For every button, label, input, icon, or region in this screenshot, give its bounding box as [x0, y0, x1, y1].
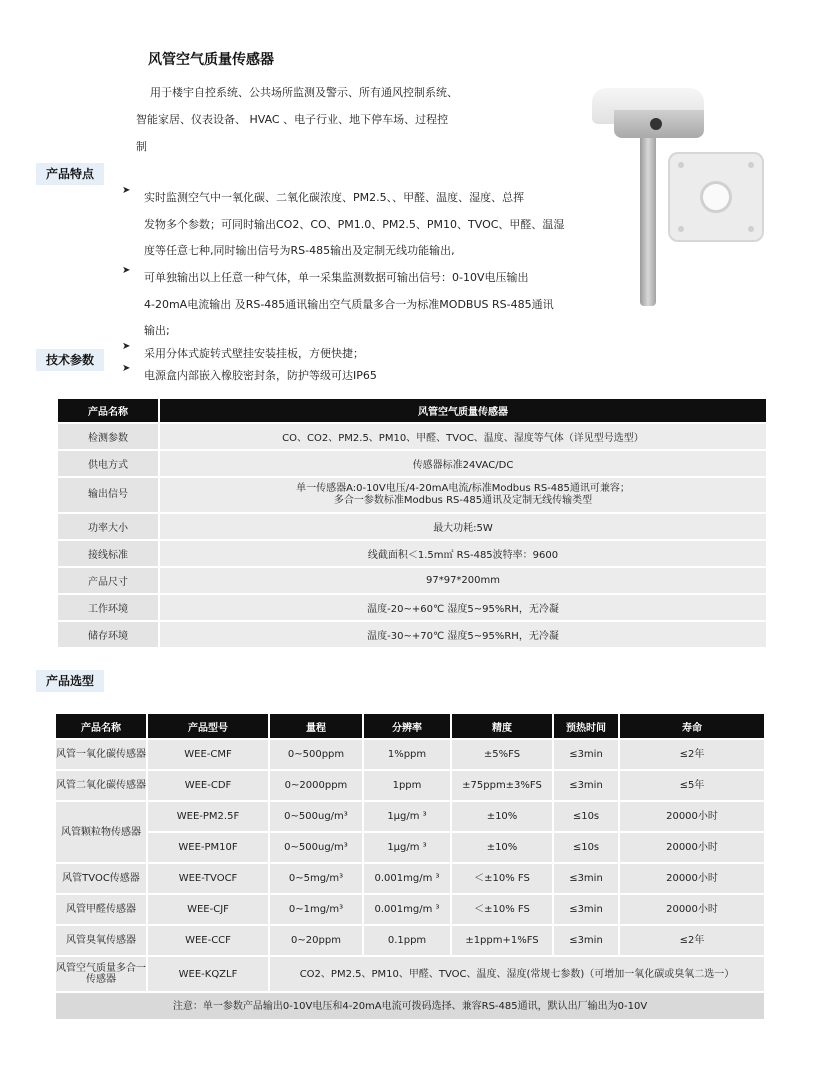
- accuracy-cell: ±10%: [451, 801, 553, 832]
- lifespan-cell: 20000小时: [619, 832, 765, 863]
- range-cell: 0~500ug/m³: [269, 801, 363, 832]
- model-cell: WEE-CJF: [147, 894, 269, 925]
- sensor-probe-image: [640, 138, 656, 306]
- table-row: [55, 894, 765, 925]
- spec-value: 传感器标准24VAC/DC: [159, 450, 767, 477]
- model-cell: WEE-CMF: [147, 739, 269, 770]
- model-cell: WEE-KQZLF: [147, 956, 269, 992]
- warmup-cell: ≤3min: [553, 739, 619, 770]
- feature-line: 输出;: [144, 324, 170, 337]
- intro-line: 用于楼宇自控系统、公共场所监测及警示、所有通风控制系统、: [150, 86, 458, 99]
- model-cell: WEE-PM2.5F: [147, 801, 269, 832]
- resolution-cell: 0.1ppm: [363, 925, 451, 956]
- header-cell: 精度: [451, 713, 553, 739]
- range-cell: 0~2000ppm: [269, 770, 363, 801]
- table-header-row: [57, 398, 767, 423]
- page-title: 风管空气质量传感器: [148, 52, 274, 68]
- sensor-housing-image: [592, 88, 704, 140]
- table-row: [55, 739, 765, 770]
- table-row: [57, 513, 767, 540]
- accuracy-cell: ＜±10% FS: [451, 863, 553, 894]
- table-row: [57, 621, 767, 648]
- warmup-cell: ≤10s: [553, 801, 619, 832]
- spec-key: 功率大小: [57, 513, 159, 540]
- mounting-plate-image: [668, 152, 764, 242]
- header-cell: 产品名称: [57, 398, 159, 423]
- table-row: [57, 450, 767, 477]
- resolution-cell: 1%ppm: [363, 739, 451, 770]
- feature-line: 4-20mA电流输出 及RS-485通讯输出空气质量多合一为标准MODBUS RS-485通讯: [144, 297, 554, 311]
- table-row: [55, 832, 765, 863]
- spec-value: 温度-20~+60℃ 湿度5~95%RH，无冷凝: [159, 594, 767, 621]
- warmup-cell: ≤3min: [553, 863, 619, 894]
- table-note-row: [55, 992, 765, 1020]
- model-selection-table: [54, 712, 766, 1021]
- spec-key: 产品尺寸: [57, 567, 159, 594]
- tech-spec-table: [56, 397, 768, 649]
- product-name-cell: 风管一氧化碳传感器: [55, 739, 147, 770]
- table-row: [57, 540, 767, 567]
- table-row: [55, 770, 765, 801]
- table-row: [55, 956, 765, 992]
- accuracy-cell: ±75ppm±3%FS: [451, 770, 553, 801]
- product-name-cell: 风管空气质量多合一传感器: [55, 956, 147, 992]
- feature-line: 采用分体式旋转式壁挂安装挂板，方便快捷；: [144, 347, 364, 360]
- arrow-right-icon: ➤: [122, 185, 131, 196]
- spec-key: 储存环境: [57, 621, 159, 648]
- feature-item: [122, 185, 572, 265]
- resolution-cell: 1ppm: [363, 770, 451, 801]
- spec-value-line: 多合一参数标准Modbus RS-485通讯及定制无线传输类型: [333, 495, 593, 506]
- header-cell: 预热时间: [553, 713, 619, 739]
- header-cell: 风管空气质量传感器: [159, 398, 767, 423]
- spec-key: 供电方式: [57, 450, 159, 477]
- spec-value: [159, 477, 767, 513]
- spec-key: 输出信号: [57, 477, 159, 513]
- product-name-cell: 风管二氧化碳传感器: [55, 770, 147, 801]
- range-cell: 0~500ug/m³: [269, 832, 363, 863]
- model-cell: WEE-CDF: [147, 770, 269, 801]
- intro-line: 智能家居、仪表设备、 HVAC 、电子行业、地下停车场、过程控: [136, 113, 449, 126]
- range-cell: 0~5mg/m³: [269, 863, 363, 894]
- feature-line: 度等任意七种,同时输出信号为RS-485输出及定制无线功能输出,: [144, 244, 455, 257]
- spec-value: CO、CO2、PM2.5、PM10、甲醛、TVOC、温度、湿度等气体（详见型号选型）: [159, 423, 767, 450]
- table-row: [57, 567, 767, 594]
- arrow-right-icon: ➤: [122, 341, 131, 352]
- section-tech-tag: 技术参数: [36, 349, 104, 371]
- product-name-cell: 风管TVOC传感器: [55, 863, 147, 894]
- feature-line: 实时监测空气中一氧化碳、二氧化碳浓度、PM2.5、、甲醛、温度、湿度、总挥: [144, 191, 525, 204]
- warmup-cell: ≤3min: [553, 925, 619, 956]
- section-selection-tag: 产品选型: [36, 670, 104, 692]
- intro-line: 制: [136, 140, 147, 153]
- feature-item: [122, 363, 572, 390]
- note-cell: 注意：单一参数产品输出0-10V电压和4-20mA电流可拨码选择、兼容RS-485通讯，默认出厂输出为0-10V: [55, 992, 765, 1020]
- lifespan-cell: ≤2年: [619, 925, 765, 956]
- header-cell: 量程: [269, 713, 363, 739]
- resolution-cell: 1μg/m ³: [363, 832, 451, 863]
- warmup-cell: ≤3min: [553, 894, 619, 925]
- spec-value: 线截面积＜1.5m㎡ RS-485波特率：9600: [159, 540, 767, 567]
- spec-value: 97*97*200mm: [159, 567, 767, 594]
- parameters-cell: CO2、PM2.5、PM10、甲醛、TVOC、温度、湿度(常规七参数)（可增加一氧化碳或臭氧二选一）: [269, 956, 765, 992]
- lifespan-cell: 20000小时: [619, 894, 765, 925]
- table-row: [57, 477, 767, 513]
- lifespan-cell: 20000小时: [619, 863, 765, 894]
- spec-value: 最大功耗:5W: [159, 513, 767, 540]
- resolution-cell: 0.001mg/m ³: [363, 863, 451, 894]
- resolution-cell: 1μg/m ³: [363, 801, 451, 832]
- lifespan-cell: ≤5年: [619, 770, 765, 801]
- header-cell: 寿命: [619, 713, 765, 739]
- table-header-row: [55, 713, 765, 739]
- range-cell: 0~1mg/m³: [269, 894, 363, 925]
- table-row: [55, 863, 765, 894]
- intro-paragraph: [136, 79, 496, 160]
- resolution-cell: 0.001mg/m ³: [363, 894, 451, 925]
- feature-line: 发物多个参数；可同时输出CO2、CO、PM1.0、PM2.5、PM10、TVOC、甲醛、温湿: [144, 217, 565, 231]
- feature-line: 电源盒内部嵌入橡胶密封条，防护等级可达IP65: [144, 369, 377, 382]
- product-name-cell: 风管颗粒物传感器: [55, 801, 147, 863]
- feature-item: [122, 265, 572, 345]
- accuracy-cell: ±1ppm+1%FS: [451, 925, 553, 956]
- table-row: [55, 801, 765, 832]
- warmup-cell: ≤3min: [553, 770, 619, 801]
- header-cell: 产品名称: [55, 713, 147, 739]
- feature-line: 可单独输出以上任意一种气体，单一采集监测数据可输出信号：0-10V电压输出: [144, 271, 529, 284]
- table-row: [57, 594, 767, 621]
- model-cell: WEE-CCF: [147, 925, 269, 956]
- spec-value: 温度-30~+70℃ 湿度5~95%RH，无冷凝: [159, 621, 767, 648]
- spec-key: 检测参数: [57, 423, 159, 450]
- accuracy-cell: ＜±10% FS: [451, 894, 553, 925]
- spec-key: 工作环境: [57, 594, 159, 621]
- model-cell: WEE-TVOCF: [147, 863, 269, 894]
- range-cell: 0~20ppm: [269, 925, 363, 956]
- lifespan-cell: ≤2年: [619, 739, 765, 770]
- product-name-cell: 风管甲醛传感器: [55, 894, 147, 925]
- warmup-cell: ≤10s: [553, 832, 619, 863]
- model-cell: WEE-PM10F: [147, 832, 269, 863]
- accuracy-cell: ±5%FS: [451, 739, 553, 770]
- section-features-tag: 产品特点: [36, 163, 104, 185]
- spec-key: 接线标准: [57, 540, 159, 567]
- product-name-cell: 风管臭氧传感器: [55, 925, 147, 956]
- arrow-right-icon: ➤: [122, 363, 131, 374]
- lifespan-cell: 20000小时: [619, 801, 765, 832]
- header-cell: 分辨率: [363, 713, 451, 739]
- table-row: [57, 423, 767, 450]
- header-cell: 产品型号: [147, 713, 269, 739]
- range-cell: 0~500ppm: [269, 739, 363, 770]
- spec-value-line: 单一传感器A:0-10V电压/4-20mA电流/标准Modbus RS-485通讯可兼容；: [296, 483, 630, 494]
- arrow-right-icon: ➤: [122, 265, 131, 276]
- table-row: [55, 925, 765, 956]
- accuracy-cell: ±10%: [451, 832, 553, 863]
